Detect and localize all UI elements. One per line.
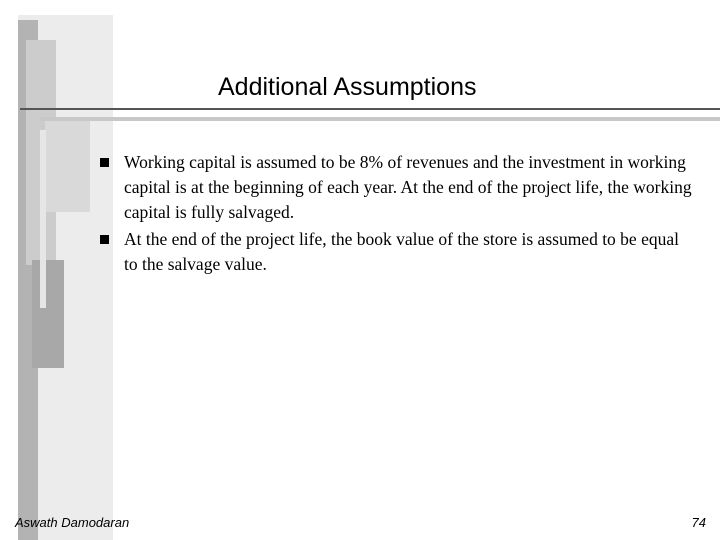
bullet-item: [95, 227, 695, 277]
footer-author: Aswath Damodaran: [15, 515, 130, 530]
bullet-text: Working capital is assumed to be 8% of revenues and the investment in working capital is at the beginning of each year. At the end of the project life, the working capital is fully salvaged.: [124, 152, 692, 222]
bullet-text: At the end of the project life, the book value of the store is assumed to be equal to the salvage value.: [124, 229, 679, 274]
square-bullet-icon: [100, 158, 109, 167]
page-number: 74: [691, 515, 706, 530]
title-rule: [20, 108, 720, 110]
decorative-bar-square: [45, 120, 90, 212]
bullet-list: [95, 150, 695, 277]
decorative-bar-stripe: [40, 130, 46, 308]
decorative-bar-lower: [32, 260, 64, 368]
bullet-item: [95, 150, 695, 225]
square-bullet-icon: [100, 235, 109, 244]
title-rule-shadow: [40, 117, 720, 121]
slide-title: Additional Assumptions: [218, 73, 477, 101]
